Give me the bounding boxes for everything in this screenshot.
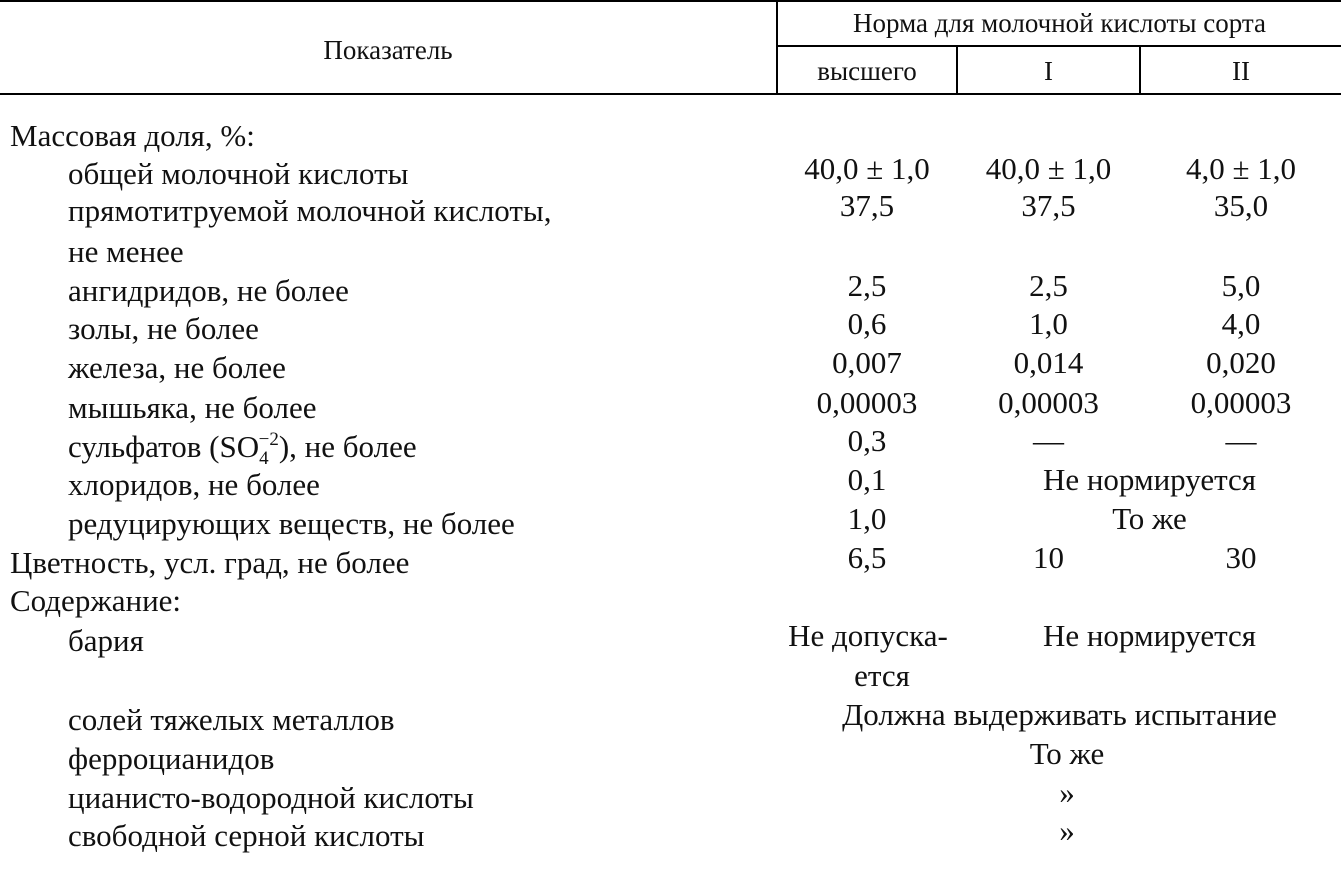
header-bottom-rule <box>0 93 1341 95</box>
cell-value-line1: Не допуска- <box>788 618 948 653</box>
grade-header-2: II <box>1232 56 1250 86</box>
row-label: железа, не более <box>68 350 286 385</box>
grade-group-header: Норма для молочной кислоты сорта <box>853 8 1266 38</box>
row-label: мышьяка, не более <box>68 390 317 425</box>
cell-value: 10 <box>1033 540 1064 575</box>
cell-value: 1,0 <box>847 501 887 536</box>
row-label-sulfates <box>68 430 417 468</box>
cell-value: 0,1 <box>847 462 887 497</box>
indicator-header: Показатель <box>323 35 453 65</box>
cell-value-line2: ется <box>854 658 910 693</box>
cell-value: 0,3 <box>847 423 887 458</box>
cell-value: 0,00003 <box>998 385 1099 420</box>
section-color: Цветность, усл. град, не более <box>10 545 410 580</box>
row-label-continued: не менее <box>68 234 184 269</box>
cell-value: 0,00003 <box>816 385 918 420</box>
cell-value-span-all: Должна выдерживать испытание <box>842 697 1277 732</box>
header-top-rule <box>0 0 1341 2</box>
row-label: ангидридов, не более <box>68 273 349 308</box>
cell-value-merged: Не нормируется <box>1042 618 1257 653</box>
section-mass-fraction: Массовая доля, %: <box>10 118 255 153</box>
grade-header-1: I <box>1044 56 1053 86</box>
row-label: общей молочной кислоты <box>68 156 409 191</box>
row-label: свободной серной кислоты <box>68 818 425 853</box>
cell-value: 40,0 ± 1,0 <box>804 151 930 186</box>
cell-value: 4,0 <box>1221 306 1261 341</box>
cell-value: — <box>1033 423 1064 458</box>
section-content: Содержание: <box>10 583 182 618</box>
row-label: золы, не более <box>68 311 259 346</box>
sulfates-superscript: −2 <box>258 429 279 450</box>
row-label: цианисто-водородной кислоты <box>68 780 474 815</box>
cell-value-merged: Не нормируется <box>1042 462 1257 497</box>
cell-value: 0,6 <box>847 306 887 341</box>
cell-value: 0,007 <box>832 345 902 380</box>
cell-value: 0,00003 <box>1190 385 1292 420</box>
row-label: бария <box>68 623 144 658</box>
cell-value: 2,5 <box>1029 268 1068 303</box>
row-label: хлоридов, не более <box>68 467 320 502</box>
row-label: солей тяжелых металлов <box>68 702 395 737</box>
sulfates-label-main: сульфатов (SO <box>68 429 260 464</box>
grade-header-highest: высшего <box>817 56 917 86</box>
cell-value: 37,5 <box>839 188 895 223</box>
group-subdivision-rule <box>777 45 1341 47</box>
cell-value: 5,0 <box>1221 268 1261 303</box>
cell-value: 35,0 <box>1213 188 1269 223</box>
cell-value: 30 <box>1225 540 1257 575</box>
cell-value-merged: То же <box>1112 501 1187 536</box>
cell-value: — <box>1225 423 1257 458</box>
cell-value: 6,5 <box>847 540 887 575</box>
row-label: прямотитруемой молочной кислоты, <box>68 193 552 228</box>
sulfates-label-end: ), не более <box>278 429 417 464</box>
cell-value: 4,0 ± 1,0 <box>1185 151 1296 186</box>
cell-value-span-all: То же <box>1029 736 1105 771</box>
row-label: ферроцианидов <box>68 741 275 776</box>
sulfates-subscript: 4 <box>259 448 269 469</box>
cell-value: 2,5 <box>847 268 887 303</box>
cell-value: 0,020 <box>1206 345 1276 380</box>
cell-value: 40,0 ± 1,0 <box>985 151 1112 186</box>
cell-value-span-all: » <box>1059 775 1075 810</box>
cell-value: 0,014 <box>1013 345 1084 380</box>
row-label: редуцирующих веществ, не более <box>68 506 515 541</box>
cell-value: 1,0 <box>1029 306 1068 341</box>
cell-value-span-all: » <box>1059 813 1075 848</box>
cell-value: 37,5 <box>1021 188 1076 223</box>
